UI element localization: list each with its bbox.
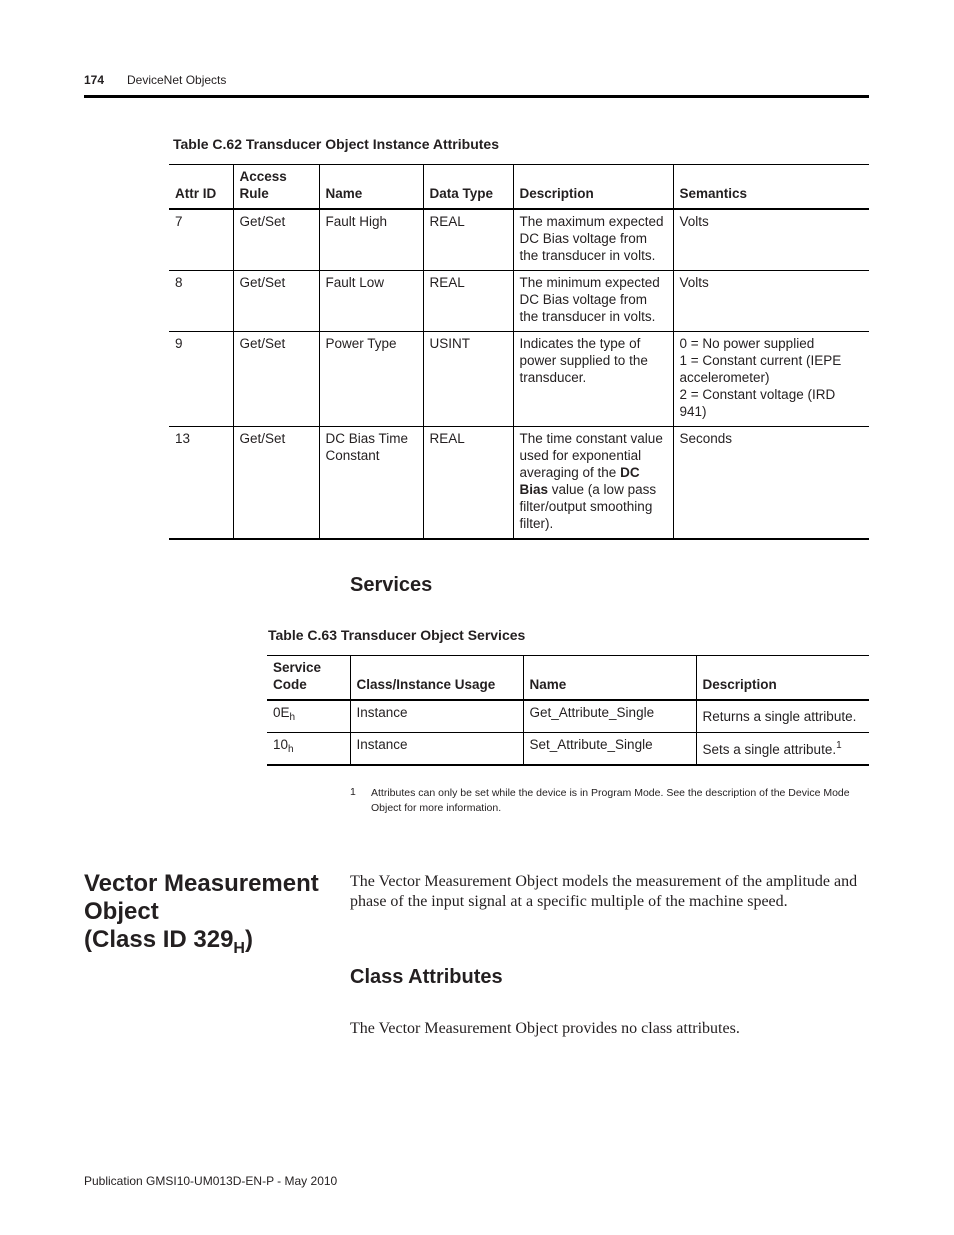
table-c62 [169,164,869,540]
col-access-rule: Access Rule [233,165,319,210]
services-heading: Services [350,574,433,596]
section-title-line [84,926,319,963]
usage-cell: Instance [350,733,523,766]
name-cell: Fault Low [319,271,423,332]
hex-suffix: h [288,744,294,755]
semantics-cell [673,427,869,540]
semantics-line: Volts [679,214,709,229]
section-title-line: Vector Measurement [84,870,319,897]
access-rule-cell: Get/Set [233,427,319,540]
name-cell: Power Type [319,332,423,427]
service-code-cell [267,733,350,766]
data-type-cell: REAL [423,271,513,332]
table-row [169,427,869,540]
name-cell: Fault High [319,209,423,271]
semantics-line: Seconds [679,431,733,446]
data-type-cell: REAL [423,209,513,271]
hex-suffix: h [289,712,296,723]
table-row [267,700,869,733]
semantics-line: 1 = Constant current (IEPE accelerometer) [679,353,842,385]
description-cell: Indicates the type of power supplied to the transducer. [513,332,673,427]
class-id-text: (Class ID 329 [84,926,234,953]
semantics-line: Volts [679,275,709,290]
semantics-cell [673,209,869,271]
semantics-line: 2 = Constant voltage (IRD 941) [679,387,836,419]
access-rule-cell: Get/Set [233,209,319,271]
service-name-cell: Set_Attribute_Single [523,733,696,766]
footnote-text: Attributes can only be set while the device is in Program Mode. See the description of the Device Mode Object for more information. [371,787,850,814]
col-semantics: Semantics [673,165,869,210]
intro-paragraph: The Vector Measurement Object models the measurement of the amplitude and phase of the input signal at a specific multiple of the machine speed. [350,873,858,910]
service-code: 0E [273,705,290,720]
access-rule-cell: Get/Set [233,332,319,427]
description-text: value (a low pass filter/output smoothing filter). [519,482,657,531]
table-row [169,209,869,271]
access-rule-cell: Get/Set [233,271,319,332]
description-cell: The maximum expected DC Bias voltage from the transducer in volts. [513,209,673,271]
service-code: 10 [273,737,289,752]
section-title [84,870,319,963]
table-c62-caption: Table C.62 Transducer Object Instance Attributes [173,136,499,152]
running-header: DeviceNet Objects [127,73,227,87]
attr-id-cell: 9 [175,336,183,351]
col-description: Description [513,165,673,210]
class-attributes-heading: Class Attributes [350,966,503,988]
col-usage: Class/Instance Usage [350,656,523,701]
attr-id-cell: 13 [175,431,191,446]
attr-id-cell: 7 [175,214,183,229]
description-bold-term: DC Bias [519,465,640,497]
service-code-cell [267,700,350,733]
class-id-close: ) [244,926,253,953]
table-row [169,271,869,332]
description-cell: The minimum expected DC Bias voltage from the transducer in volts. [513,271,673,332]
table-row [267,733,869,766]
col-name: Name [523,656,696,701]
usage-cell: Instance [350,700,523,733]
service-description-cell [696,700,869,733]
footnote-ref: 1 [836,740,842,751]
footnote-number: 1 [350,786,356,798]
semantics-line: 0 = No power supplied [679,336,815,351]
section-title-line: Object [84,898,159,925]
header-rule [84,95,869,98]
description-cell [513,427,673,540]
col-data-type: Data Type [423,165,513,210]
col-attr-id: Attr ID [175,186,217,201]
hex-suffix: H [233,940,245,957]
data-type-cell: USINT [423,332,513,427]
service-description-cell [696,733,869,766]
table-c63 [267,655,869,766]
semantics-cell [673,271,869,332]
semantics-cell [673,332,869,427]
service-description: Returns a single attribute. [702,709,857,724]
class-attributes-paragraph: The Vector Measurement Object provides no class attributes. [350,1020,740,1037]
attr-id-cell: 8 [175,275,183,290]
service-description: Sets a single attribute. [702,742,837,757]
publication-footer: Publication GMSI10-UM013D-EN-P - May 2010 [84,1174,338,1188]
table-row [169,332,869,427]
name-cell: DC Bias Time Constant [319,427,423,540]
description-text: The time constant value used for exponential averaging of the [519,431,663,480]
col-description: Description [696,656,869,701]
page-number: 174 [84,73,105,87]
data-type-cell: REAL [423,427,513,540]
service-name-cell: Get_Attribute_Single [523,700,696,733]
col-name: Name [319,165,423,210]
col-service-code: Service Code [273,660,322,692]
table-c63-caption: Table C.63 Transducer Object Services [268,627,526,643]
